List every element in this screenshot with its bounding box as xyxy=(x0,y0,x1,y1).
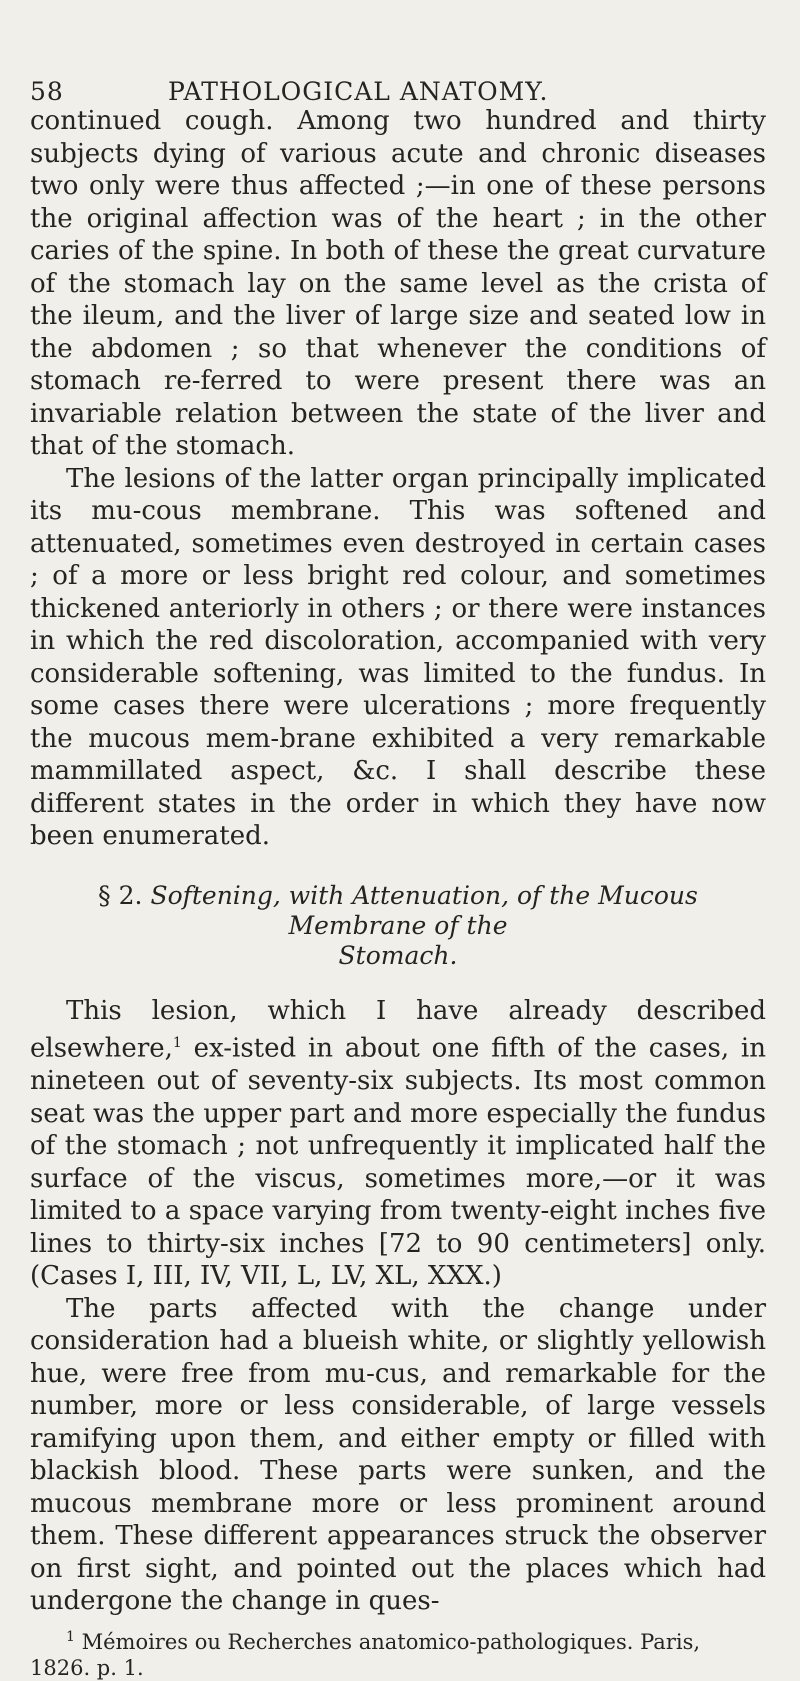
paragraph-3-before: This lesion, which I have already described elsewhere, xyxy=(30,995,766,1064)
paragraph-3 xyxy=(30,995,766,1293)
footnote xyxy=(30,1624,766,1681)
paragraph-1: continued cough. Among two hundred and thirty subjects dying of various acute and chronic diseases two only were thus affected ;—in one of these persons the original affection was of the heart ; in the other caries of the spine. In both of these the great curvature of the stomach lay on the same level as the crista of the ileum, and the liver of large size and seated low in the abdomen ; so that whenever the conditions of stomach re-ferred to were present there was an invariable relation between the state of the liver and that of the stomach. xyxy=(30,106,766,461)
section-number: § 2. xyxy=(98,880,143,910)
paragraph-4: The parts affected with the change under consideration had a blueish white, or slightly yellowish hue, were free from mu-cus, and remarkable for the number, more or less considerable, of large vessels ramifying upon them, and either empty or filled with blackish blood. These parts were sunken, and the mucous membrane more or less prominent around them. These different appearances struck the observer on first sight, and pointed out the places which had undergone the change in ques- xyxy=(30,1293,766,1617)
paragraph-2: The lesions of the latter organ principally implicated its mu-cous membrane. This was softened and attenuated, sometimes even destroyed in certain cases ; of a more or less bright red colour, and sometimes thickened anteriorly in others ; or there were instances in which the red discoloration, accompanied with very considerable softening, was limited to the fundus. In some cases there were ulcerations ; more frequently the mucous mem-brane exhibited a very remarkable mammillated aspect, &c. I shall describe these different states in the order in which they have now been enumerated. xyxy=(30,463,766,851)
footnote-text: Mémoires ou Recherches anatomico-pathologiques. Paris, 1826. p. 1. xyxy=(30,1629,701,1680)
footnote-marker: 1 xyxy=(66,1628,75,1645)
page-number: 58 xyxy=(30,77,64,106)
paragraph-3-after: ex-isted in about one fifth of the cases, in nineteen out of seventy-six subjects. Its most common seat was the upper part and more especially the fundus of the stomach ; not unfrequently it implicated half the surface of the viscus, sometimes more,—or it was limited to a space varying from twenty-eight inches five lines to thirty-six inches [72 to 90 centimeters] only. (Cases I, III, IV, VII, L, LV, XL, XXX.) xyxy=(30,1033,766,1292)
running-title: PATHOLOGICAL ANATOMY. xyxy=(168,77,549,106)
section-title-line-1: Softening, with Attenuation, of the Mucous Membrane of the xyxy=(150,880,698,940)
section-heading xyxy=(30,881,766,971)
running-head xyxy=(30,55,766,105)
page-content xyxy=(30,55,766,1681)
section-title-line-2: Stomach. xyxy=(338,940,458,970)
footnote-reference: 1 xyxy=(172,1035,182,1051)
